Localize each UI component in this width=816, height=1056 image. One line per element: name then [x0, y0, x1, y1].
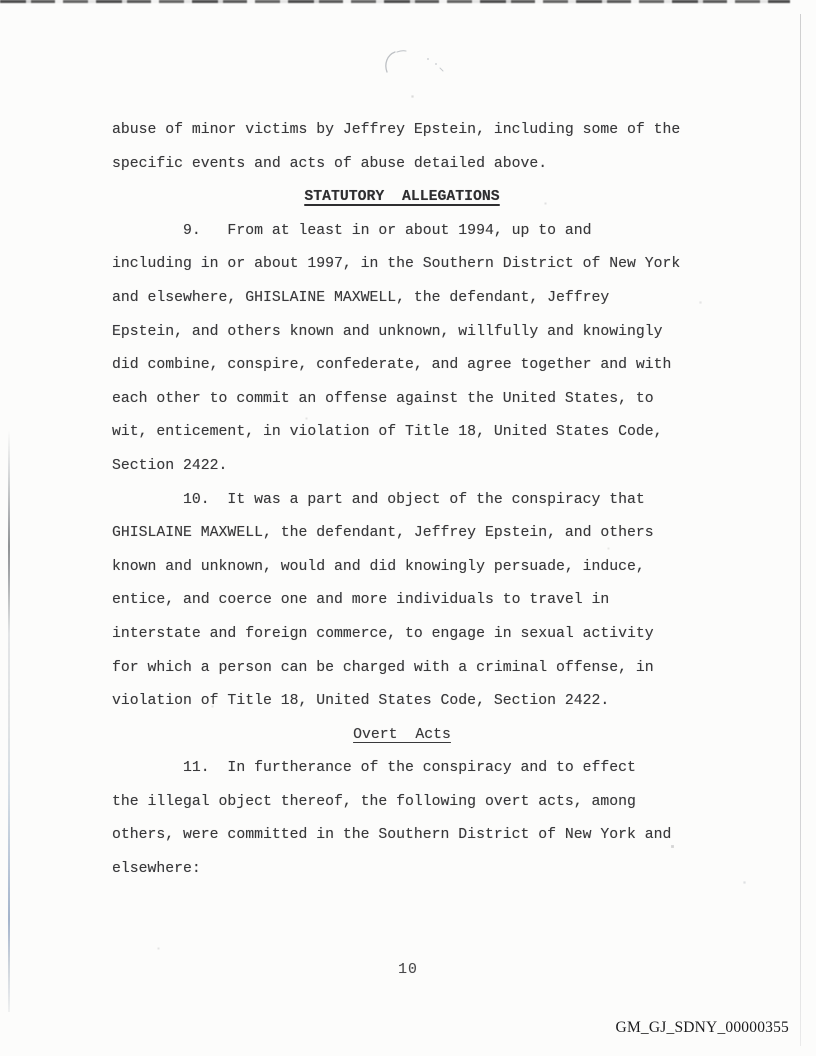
text-line: did combine, conspire, confederate, and agree together and with	[112, 357, 672, 374]
heading-statutory-allegations: STATUTORY ALLEGATIONS	[304, 189, 500, 206]
text-line: including in or about 1997, in the Southern District of New York	[112, 256, 681, 273]
text-line: violation of Title 18, United States Code, Section 2422.	[112, 693, 610, 710]
page-number: 10	[398, 962, 418, 978]
scan-artifact-top-edge	[0, 0, 790, 3]
text-line: the illegal object thereof, the following overt acts, among	[112, 793, 636, 810]
text-line: elsewhere:	[112, 861, 201, 878]
text-line: wit, enticement, in violation of Title 18, United States Code,	[112, 424, 663, 441]
text-line: entice, and coerce one and more individuals to travel in	[112, 592, 610, 609]
bates-stamp: GM_GJ_SDNY_00000355	[615, 1019, 789, 1036]
text-line: Section 2422.	[112, 457, 228, 474]
text-line: others, were committed in the Southern District of New York and	[112, 827, 672, 844]
text-line: 9. From at least in or about 1994, up to and	[112, 222, 592, 239]
text-line: specific events and acts of abuse detailed above.	[112, 155, 548, 172]
pencil-scribble-mark	[372, 44, 458, 82]
heading-overt-acts: Overt Acts	[353, 726, 451, 743]
text-line: for which a person can be charged with a criminal offense, in	[112, 659, 654, 676]
text-line: known and unknown, would and did knowingly persuade, induce,	[112, 558, 645, 575]
text-line: GHISLAINE MAXWELL, the defendant, Jeffrey Epstein, and others	[112, 525, 654, 542]
document-body	[112, 114, 692, 887]
scan-artifact-right-edge-line	[800, 14, 801, 1046]
text-line: 10. It was a part and object of the conspiracy that	[112, 491, 645, 508]
text-line: interstate and foreign commerce, to engage in sexual activity	[112, 625, 654, 642]
text-line: each other to commit an offense against the United States, to	[112, 390, 654, 407]
text-line: and elsewhere, GHISLAINE MAXWELL, the defendant, Jeffrey	[112, 289, 610, 306]
text-line: 11. In furtherance of the conspiracy and to effect	[112, 760, 636, 777]
text-line: abuse of minor victims by Jeffrey Epstein, including some of the	[112, 122, 681, 138]
text-line: Epstein, and others known and unknown, willfully and knowingly	[112, 323, 663, 340]
scan-artifact-left-edge-line	[8, 430, 10, 1012]
scan-noise-specks	[0, 0, 1, 1]
